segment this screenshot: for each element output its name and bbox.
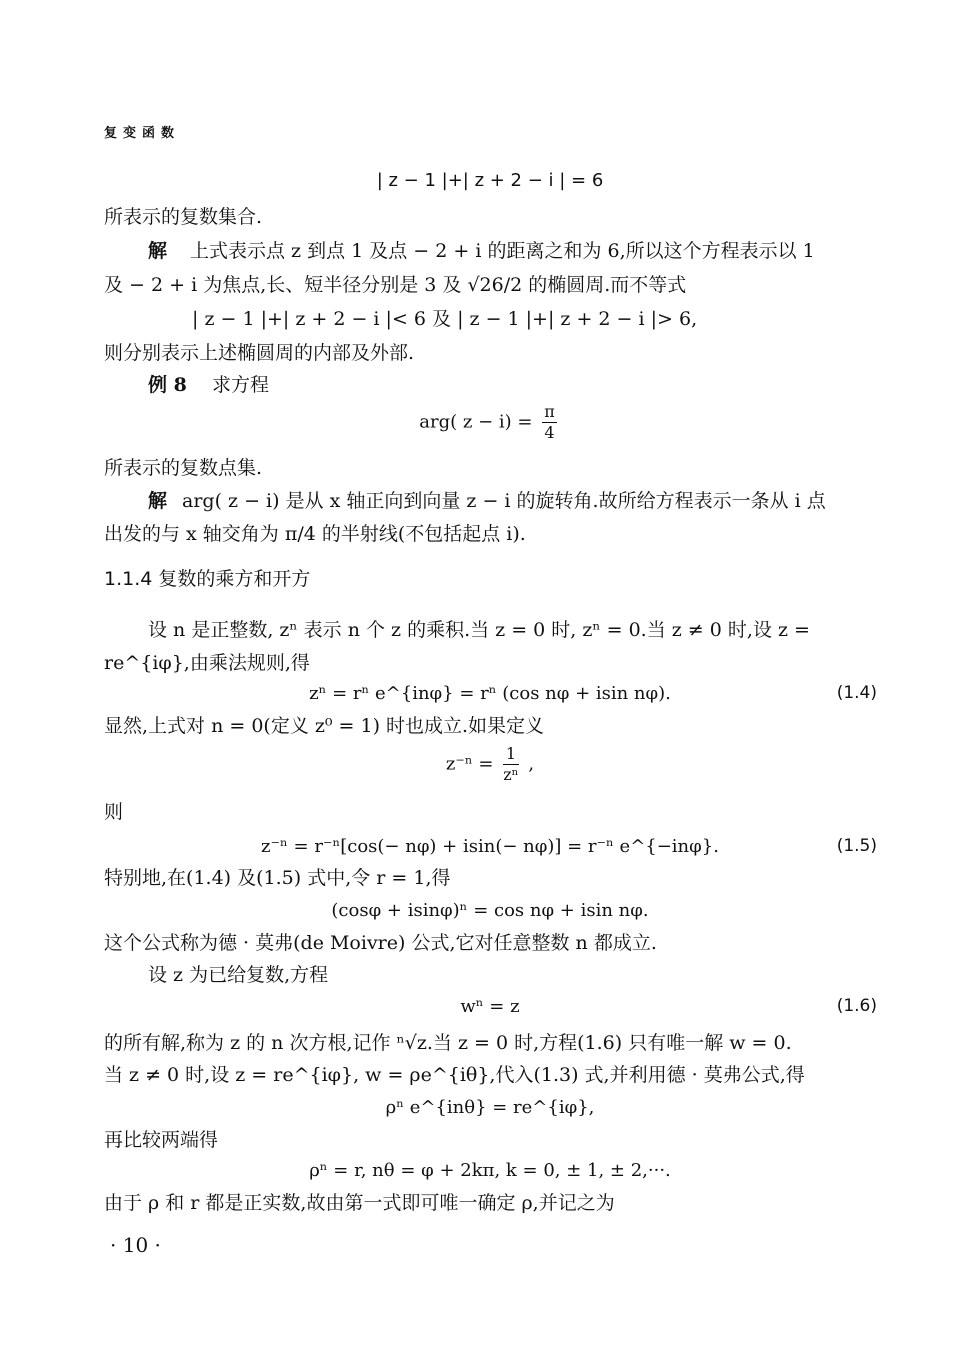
- solution-label: 解: [148, 240, 168, 262]
- text-line: re^{iφ},由乘法规则,得: [104, 652, 310, 674]
- text-line: 设 z 为已给复数,方程: [148, 964, 329, 986]
- fraction: [503, 744, 518, 785]
- inequalities-line: | z − 1 |+| z + 2 − i |< 6 及 | z − 1 |+| z + 2 − i |> 6,: [192, 308, 698, 330]
- equation-1-5: z⁻ⁿ = r⁻ⁿ[cos(− nφ) + isin(− nφ)] = r⁻ⁿ e^{−inφ}.: [261, 836, 719, 857]
- text-line: 再比较两端得: [104, 1129, 219, 1151]
- equation-k-values: ρⁿ = r, nθ = φ + 2kπ, k = 0, ± 1, ± 2,···.: [309, 1160, 671, 1181]
- fraction-numerator: π: [544, 402, 555, 421]
- equation-number: (1.6): [836, 996, 877, 1016]
- fraction-denominator: zⁿ: [503, 765, 519, 784]
- equation-1-4: zⁿ = rⁿ e^{inφ} = rⁿ (cos nφ + isin nφ).: [309, 683, 671, 704]
- text-line: 及 − 2 + i 为焦点,长、短半径分别是 3 及 √26/2 的椭圆周.而不等式: [104, 274, 687, 296]
- text-line: 上式表示点 z 到点 1 及点 − 2 + i 的距离之和为 6,所以这个方程表示以 1: [190, 240, 815, 262]
- text-line: 设 n 是正整数, zⁿ 表示 n 个 z 的乘积.当 z = 0 时, zⁿ = 0.当 z ≠ 0 时,设 z =: [148, 619, 810, 641]
- equation-rho: ρⁿ e^{inθ} = re^{iφ},: [385, 1097, 595, 1118]
- solution-label: 解: [148, 490, 168, 512]
- text-line: 所表示的复数点集.: [104, 457, 263, 479]
- fraction: [542, 402, 557, 443]
- text-line: 则: [104, 801, 124, 823]
- text-line: 显然,上式对 n = 0(定义 z⁰ = 1) 时也成立.如果定义: [104, 715, 545, 737]
- fraction-denominator: 4: [544, 423, 555, 442]
- page-number: · 10 ·: [110, 1233, 161, 1257]
- text-line: 求方程: [212, 374, 270, 396]
- punctuation: ,: [528, 753, 535, 775]
- equation-1-6: wⁿ = z: [460, 996, 520, 1017]
- running-header: 复变函数: [104, 126, 181, 141]
- text-line: 当 z ≠ 0 时,设 z = re^{iφ}, w = ρe^{iθ},代入(1.3) 式,并利用德 · 莫弗公式,得: [104, 1064, 805, 1086]
- fraction-numerator: 1: [503, 744, 518, 765]
- text-line: 则分别表示上述椭圆周的内部及外部.: [104, 342, 415, 364]
- text-line: 这个公式称为德 · 莫弗(de Moivre) 公式,它对任意整数 n 都成立.: [104, 932, 657, 954]
- equation-arg: [110, 402, 870, 443]
- text-line: 所表示的复数集合.: [104, 206, 263, 228]
- text-line: 由于 ρ 和 r 都是正实数,故由第一式即可唯一确定 ρ,并记之为: [104, 1192, 615, 1214]
- text-line: 特别地,在(1.4) 及(1.5) 式中,令 r = 1,得: [104, 867, 451, 889]
- text-line: 的所有解,称为 z 的 n 次方根,记作 ⁿ√z.当 z = 0 时,方程(1.6) 只有唯一解 w = 0.: [104, 1032, 792, 1054]
- text-line: 出发的与 x 轴交角为 π/4 的半射线(不包括起点 i).: [104, 523, 526, 545]
- example-label: 例 8: [148, 374, 187, 396]
- equation-lhs: z⁻ⁿ =: [445, 753, 494, 775]
- text-line: arg( z − i) 是从 x 轴正向到向量 z − i 的旋转角.故所给方程表示一条从 i 点: [182, 490, 826, 512]
- equation-number: (1.4): [836, 683, 877, 703]
- equation-number: (1.5): [836, 836, 877, 856]
- section-heading: 1.1.4 复数的乘方和开方: [104, 568, 311, 590]
- equation-de-moivre: (cosφ + isinφ)ⁿ = cos nφ + isin nφ.: [331, 900, 649, 921]
- equation-ellipse: | z − 1 |+| z + 2 − i | = 6: [376, 170, 604, 191]
- equation-lhs: arg( z − i) =: [419, 411, 533, 433]
- equation-definition: [110, 744, 870, 785]
